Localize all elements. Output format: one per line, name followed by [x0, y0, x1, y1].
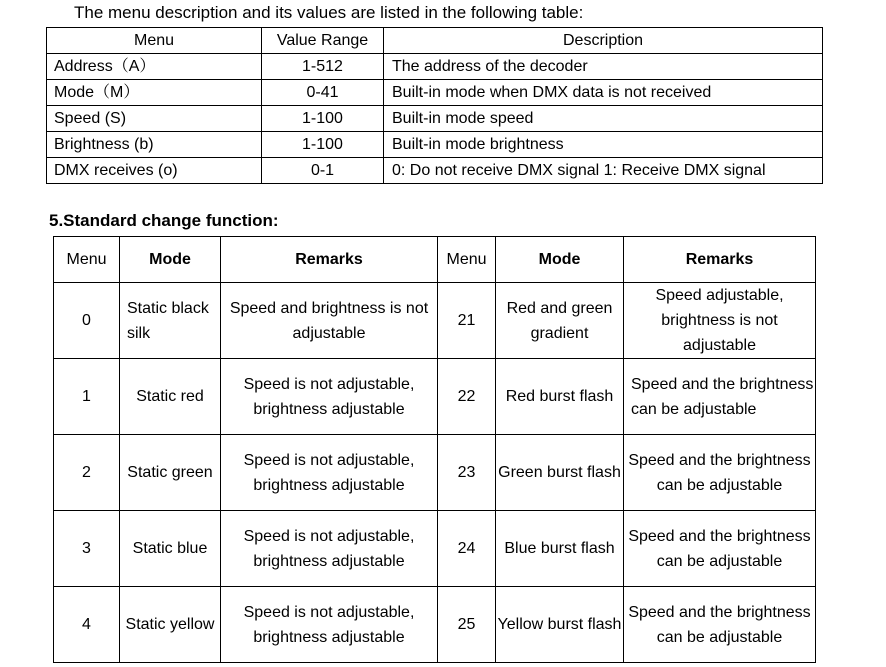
column-header-remarks: Remarks: [221, 237, 438, 283]
remarks-cell: Speed and the brightness can be adjustable: [624, 359, 816, 435]
value-range-cell: 0-41: [262, 80, 384, 106]
column-header-description: Description: [384, 28, 823, 54]
menu-value-table: [46, 27, 823, 184]
remarks-cell: Speed is not adjustable, brightness adjustable: [221, 587, 438, 663]
column-header-menu: Menu: [54, 237, 120, 283]
mode-cell: Blue burst flash: [496, 511, 624, 587]
remarks-cell: Speed is not adjustable, brightness adjustable: [221, 435, 438, 511]
column-header-mode: Mode: [120, 237, 221, 283]
table-row: [47, 54, 823, 80]
function-table-header-row: [54, 237, 816, 283]
remarks-cell: Speed and the brightness can be adjustable: [624, 511, 816, 587]
description-cell: Built-in mode when DMX data is not received: [384, 80, 823, 106]
menu-number-cell: 22: [438, 359, 496, 435]
mode-cell: Red burst flash: [496, 359, 624, 435]
table-row: [54, 511, 816, 587]
mode-cell: Yellow burst flash: [496, 587, 624, 663]
column-header-menu-2: Menu: [438, 237, 496, 283]
table-row: [54, 359, 816, 435]
menu-number-cell: 25: [438, 587, 496, 663]
mode-cell: Static green: [120, 435, 221, 511]
menu-cell: Speed (S): [47, 106, 262, 132]
value-range-cell: 0-1: [262, 158, 384, 184]
menu-cell: Brightness (b): [47, 132, 262, 158]
menu-number-cell: 23: [438, 435, 496, 511]
mode-cell: Green burst flash: [496, 435, 624, 511]
remarks-cell: Speed and the brightness can be adjustable: [624, 587, 816, 663]
value-range-cell: 1-100: [262, 106, 384, 132]
column-header-menu: Menu: [47, 28, 262, 54]
description-cell: 0: Do not receive DMX signal 1: Receive DMX signal: [384, 158, 823, 184]
menu-table-header-row: [47, 28, 823, 54]
remarks-cell: Speed and brightness is not adjustable: [221, 283, 438, 359]
menu-number-cell: 1: [54, 359, 120, 435]
remarks-cell: Speed is not adjustable, brightness adjustable: [221, 359, 438, 435]
remarks-cell: Speed adjustable, brightness is not adjustable: [624, 283, 816, 359]
menu-number-cell: 4: [54, 587, 120, 663]
description-cell: Built-in mode brightness: [384, 132, 823, 158]
table-row: [54, 435, 816, 511]
table-row: [54, 283, 816, 359]
menu-number-cell: 2: [54, 435, 120, 511]
mode-cell: Static blue: [120, 511, 221, 587]
remarks-cell: Speed and the brightness can be adjustable: [624, 435, 816, 511]
menu-cell: Mode（M）: [47, 80, 262, 106]
column-header-value-range: Value Range: [262, 28, 384, 54]
mode-cell: Static red: [120, 359, 221, 435]
menu-number-cell: 0: [54, 283, 120, 359]
description-cell: The address of the decoder: [384, 54, 823, 80]
mode-cell: Red and green gradient: [496, 283, 624, 359]
mode-cell: Static yellow: [120, 587, 221, 663]
menu-number-cell: 21: [438, 283, 496, 359]
menu-number-cell: 24: [438, 511, 496, 587]
mode-cell: Static black silk: [120, 283, 221, 359]
menu-number-cell: 3: [54, 511, 120, 587]
table-row: [47, 132, 823, 158]
remarks-cell: Speed is not adjustable, brightness adjustable: [221, 511, 438, 587]
menu-cell: DMX receives (o): [47, 158, 262, 184]
value-range-cell: 1-100: [262, 132, 384, 158]
section-heading: 5.Standard change function:: [49, 211, 279, 230]
table-row: [47, 158, 823, 184]
intro-text: The menu description and its values are listed in the following table:: [74, 3, 584, 22]
column-header-mode-2: Mode: [496, 237, 624, 283]
description-cell: Built-in mode speed: [384, 106, 823, 132]
table-row: [54, 587, 816, 663]
column-header-remarks-2: Remarks: [624, 237, 816, 283]
standard-change-function-table: [53, 236, 816, 663]
table-row: [47, 106, 823, 132]
table-row: [47, 80, 823, 106]
menu-cell: Address（A）: [47, 54, 262, 80]
value-range-cell: 1-512: [262, 54, 384, 80]
